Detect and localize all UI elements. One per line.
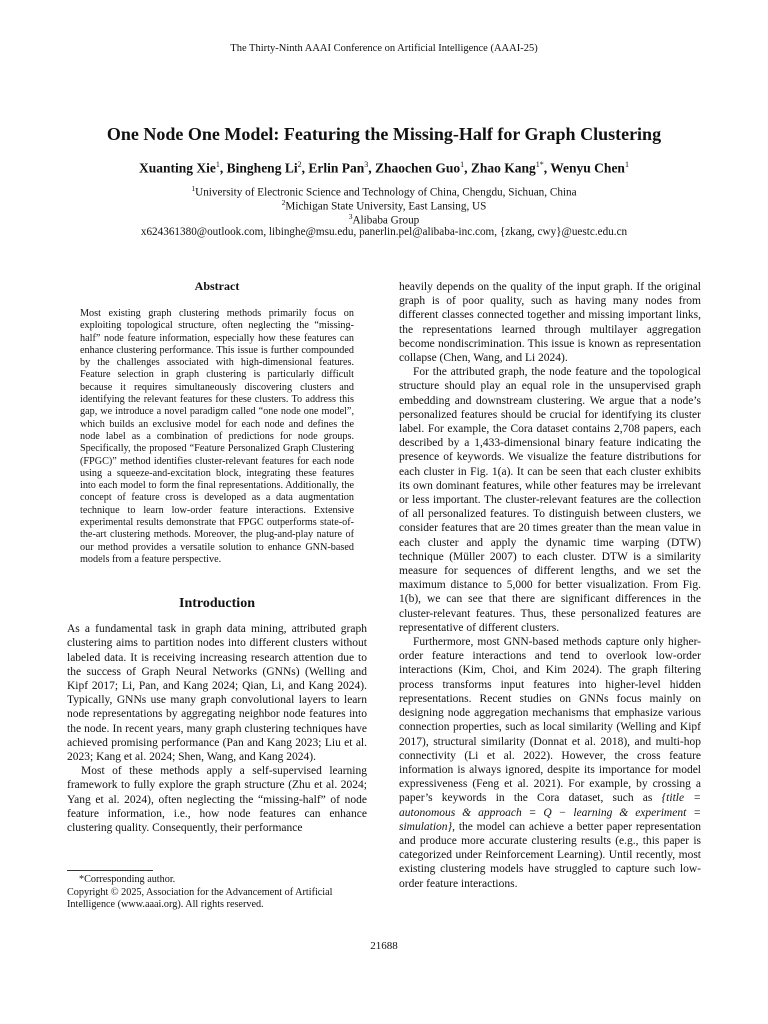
author-name: Xuanting Xie bbox=[139, 160, 216, 176]
author-name: Erlin Pan bbox=[308, 160, 365, 176]
author-separator: , bbox=[368, 160, 375, 176]
intro-paragraph-1: As a fundamental task in graph data mining, attributed graph clustering aims to partition nodes into different clusters without labeled data. It is receiving increasing research attention due to the success of Graph Neural Networks (GNNs) (Welling and Kipf 2017; Li, Pan, and Kang 2024; Qian, Li, and Kang 2024). Typically, GNNs use many graph convolutional layers to learn node representations by aggregating neighbor node features into the node. In recent years, many graph clustering techniques have achieved promising performance (Pan and Kang 2023; Liu et al. 2023; Kang et al. 2024; Shen, Wang, and Kang 2024). bbox=[67, 623, 367, 764]
abstract-heading: Abstract bbox=[194, 279, 240, 293]
author-name: Zhao Kang bbox=[470, 160, 536, 176]
author-emails: x624361380@outlook.com, libinghe@msu.edu, panerlin.pel@alibaba-inc.com, {zkang, cwy}@uestc.edu.cn bbox=[140, 226, 628, 238]
author-affiliation-mark: 1 bbox=[460, 160, 465, 169]
author-name: Wenyu Chen bbox=[550, 160, 625, 176]
author-list bbox=[0, 160, 768, 177]
introduction-heading: Introduction bbox=[179, 596, 255, 612]
affiliation-3: $^3$Alibaba Group bbox=[348, 212, 420, 227]
author-separator: , bbox=[301, 160, 309, 176]
footnote-rule bbox=[67, 870, 153, 871]
right-column bbox=[399, 280, 701, 891]
feature-cross-example: {title = autonomous & approach = Q − learning & experiment = simulation} bbox=[399, 792, 701, 833]
copyright-notice: Copyright © 2025, Association for the Advancement of Artificial Intelligence (www.aaai.org). All rights reserved. bbox=[67, 886, 333, 910]
paper-title: One Node One Model: Featuring the Missing-Half for Graph Clustering bbox=[106, 124, 662, 144]
left-column bbox=[67, 279, 367, 835]
author-affiliation-mark: 1 bbox=[624, 160, 629, 169]
author-affiliation-mark: 3 bbox=[364, 160, 369, 169]
author-name: Bingheng Li bbox=[226, 160, 298, 176]
author-separator: , bbox=[464, 160, 471, 176]
conference-header: The Thirty-Ninth AAAI Conference on Artificial Intelligence (AAAI-25) bbox=[230, 43, 538, 54]
author-separator: , bbox=[219, 160, 227, 176]
affiliation-1: $^1$University of Electronic Science and Technology of China, Chengdu, Sichuan, China bbox=[191, 184, 577, 199]
intro-paragraph-2: Most of these methods apply a self-supervised learning framework to fully explore the graph structure (Zhu et al. 2024; Yang et al. 2024), often neglecting the “missing-half” of node feature information, i.e., how node features can enhance clustering quality. Consequently, their performance bbox=[67, 765, 367, 835]
author-separator: , bbox=[543, 160, 551, 176]
footnotes bbox=[67, 874, 367, 912]
abstract-text: Most existing graph clustering methods primarily focus on exploiting topological structure, often neglecting the “missing-half” node feature information, especially how these features can enhance clustering performance. This issue is further compounded by the challenges associated with high-dimensional features. Feature selection in graph clustering is particularly difficult because it requires simultaneously discovering clusters and identifying the relevant features for these clusters. To address this gap, we introduce a novel paradigm called “one node one model”, which builds an exclusive model for each node and defines the node label as a combination of predictions for node groups. Specifically, the proposed “Feature Personalized Graph Clustering (FPGC)” method identifies cluster-relevant features for each node using a squeeze-and-excitation block, integrating these features into each model to form the final representations. Additionally, the concept of feature cross is developed as a data augmentation technique to learn low-order feature interactions. Extensive experimental results demonstrate that FPGC outperforms state-of-the-art clustering methods. Moreover, the plug-and-play nature of our method provides a versatile solution to enhance GNN-based models from a feature perspective. bbox=[80, 308, 354, 565]
author-affiliation-mark: 1* bbox=[535, 160, 544, 169]
right-paragraph-3: Furthermore, most GNN-based methods capture only higher-order feature interactions and tend to overlook low-order interactions (Kim, Choi, and Kim 2024). The graph filtering process transforms input features into higher-level hidden representations. Recent studies on GNNs focus mainly on designing node aggregation mechanisms that emphasize various connection properties, such as local similarity (Welling and Kipf 2017), structural similarity (Donnat et al. 2018), and multi-hop connectivity (Li et al. 2022). However, the cross feature information is always ignored, despite its importance for model expressiveness (Feng et al. 2021). For example, by crossing a paper’s keywords in the Cora dataset, such as {title = autonomous & approach = Q − learning & experiment = simulation}, the model can achieve a better paper representation and produce more accurate clustering results (e.g., this paper is categorized under Reinforcement Learning). Until recently, most existing clustering models have struggled to capture such low-order feature interactions. bbox=[399, 636, 701, 890]
author-affiliation-mark: 2 bbox=[297, 160, 302, 169]
corresponding-author-note: *Corresponding author. bbox=[79, 874, 176, 885]
page-number: 21688 bbox=[370, 940, 398, 952]
author-affiliation-mark: 1 bbox=[215, 160, 220, 169]
right-paragraph-2: For the attributed graph, the node feature and the topological structure should play an equal role in the unsupervised graph embedding and downstream clustering. We argue that a node’s personalized features should be crucial for identifying its cluster label. For example, the Cora dataset contains 2,708 papers, each described by a 1,433-dimensional binary feature indicating the presence of keywords. We visualize the feature distributions for each cluster in Fig. 1(a). It can be seen that each cluster exhibits its own dominant features, while other features may be irrelevant or less important. The cluster-relevant features are the collection of all personalized features. To distinguish between clusters, we consider features that are 20 times greater than the mean value in each cluster and apply the dynamic time warping (DTW) technique (Müller 2007) to each cluster. DTW is a similarity measure for sequences of different lengths, and we set the maximum distance to 5,000 for better visualization. From Fig. 1(b), we can see that there are significant differences in the cluster-relevant features. Thus, these personalized features are representative of different clusters. bbox=[399, 366, 701, 634]
right-paragraph-1: heavily depends on the quality of the input graph. If the original graph is of poor quality, such as having many nodes from different classes connected together and missing important links, the representations learned through multilayer aggregation become nondiscrimination. This issue is known as representation collapse (Chen, Wang, and Li 2024). bbox=[399, 281, 701, 365]
affiliation-2: $^2$Michigan State University, East Lansing, US bbox=[281, 198, 487, 213]
author-name: Zhaochen Guo bbox=[374, 160, 461, 176]
